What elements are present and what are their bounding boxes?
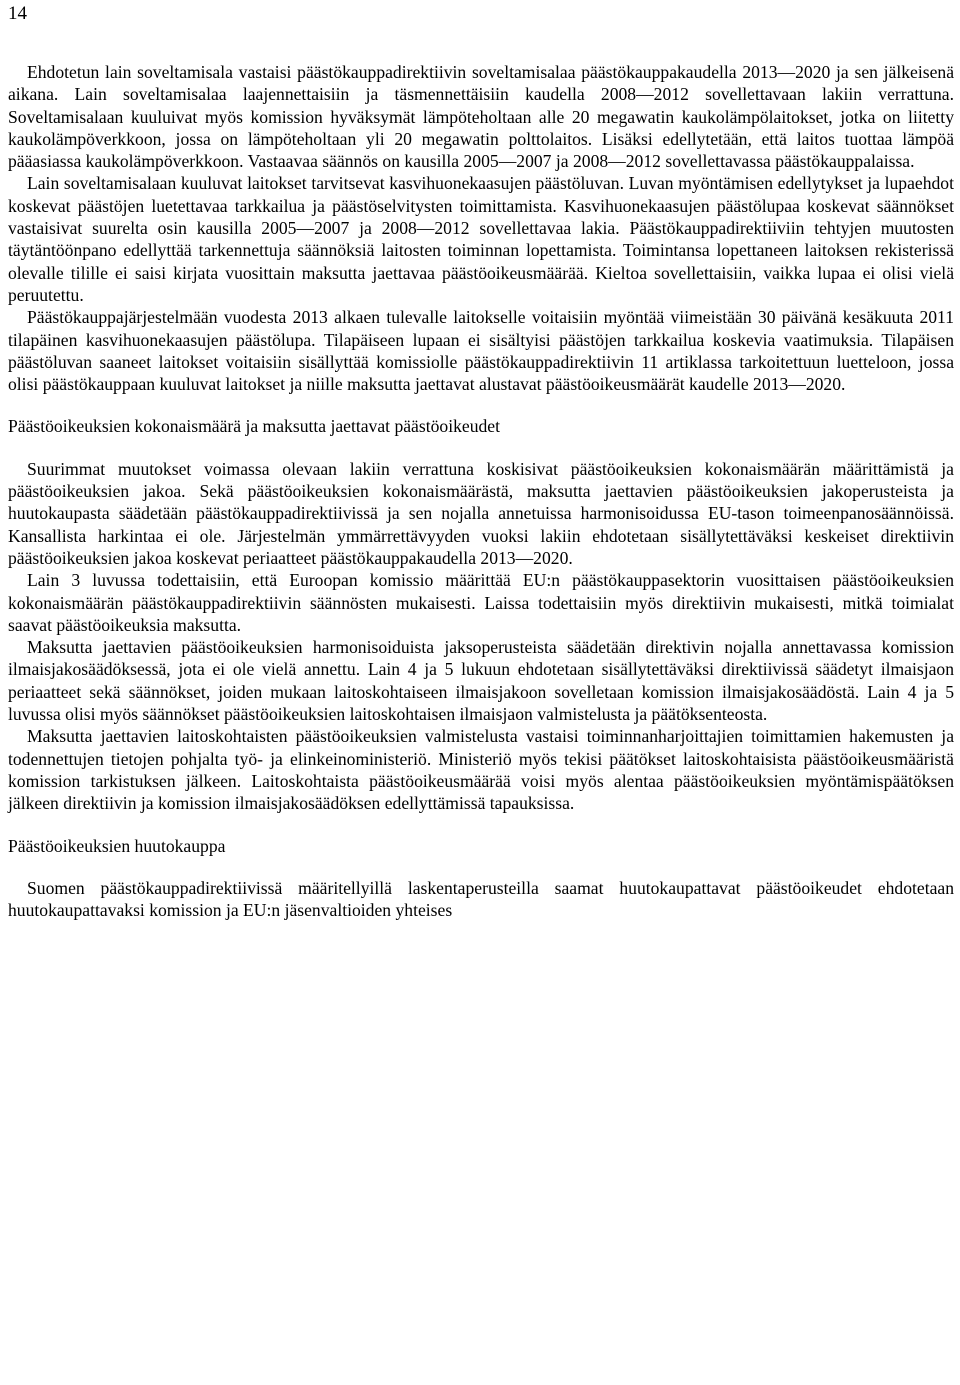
section-heading: Päästöoikeuksien huutokauppa <box>8 835 226 856</box>
body-paragraph: Ehdotetun lain soveltamisala vastaisi päästökauppadirektiivin soveltamisalaa päästökauppakaudella 2013—2020 ja sen jälkeisenä aikana. Lain soveltamisalaa laajennettaisiin ja täsmennettäisiin kaudella 2008—2012 sovellettavaan lakiin verrattuna. Soveltamisalaan kuuluivat myös komission hyväksymät lämpöteholtaan alle 20 megawatin kaukolämpölaitokset, jotka on liitetty kaukolämpöverkkoon, jossa on lämpöteholtaan yli 20 megawatin polttolaitos. Lisäksi edellytetään, että laitos tuottaa lämpöä pääasiassa kaukolämpöverkkoon. Vastaavaa säännös on kausilla 2005—2007 ja 2008—2012 sovellettavassa päästökauppalaissa. <box>8 62 954 172</box>
section-heading: Päästöoikeuksien kokonaismäärä ja maksutta jaettavat päästöoikeudet <box>8 416 500 437</box>
body-paragraph: Lain soveltamisalaan kuuluvat laitokset tarvitsevat kasvihuonekaasujen päästöluvan. Luvan myöntämisen edellytykset ja lupaehdot koskevat päästöjen luetettavaa tarkkailua ja päästöselvitysten toimittamista. Kasvihuonekaasujen päästölupaa koskevat säännökset vastaisivat suurelta osin kausilla 2005—2007 ja 2008—2012 sovellettavaa lakia. Päästökauppadirektiiviin tehtyjen muutosten täytäntöönpano edellyttää tarkennettuja säännöksiä laitosten toiminnan lopettamista. Toimintansa lopettaneen laitoksen rekisterissä olevalle tilille ei saisi kirjata vuosittain maksutta jaettavaa päästöoikeusmäärää. Kieltoa sovellettaisiin, vaikka lupaa ei olisi vielä peruutettu. <box>8 173 954 305</box>
page-number: 14 <box>8 3 27 24</box>
body-paragraph: Suomen päästökauppadirektiivissä määritellyillä laskentaperusteilla saamat huutokaupattavat päästöoikeudet ehdotetaan huutokaupattavaksi komission ja EU:n jäsenvaltioiden yhteises <box>8 877 954 921</box>
body-paragraph: Lain 3 luvussa todettaisiin, että Euroopan komissio määrittää EU:n päästökauppasektorin vuosittaisen päästöoikeuksien kokonaismäärän päästökauppadirektiivin säännösten mukaisesti. Laissa todettaisiin myös direktiivin mukaisesti, mitkä toimialat saavat päästöoikeuksia maksutta. <box>8 570 954 635</box>
body-paragraph: Päästökauppajärjestelmään vuodesta 2013 alkaen tulevalle laitokselle voitaisiin myöntää viimeistään 30 päivänä kesäkuuta 2011 tilapäinen kasvihuonekaasujen päästölupa. Tilapäiseen lupaan ei sisältyisi päästöjen tarkkailua koskevia vaatimuksia. Tilapäisen päästöluvan saaneet laitokset voitaisiin sisällyttää komissiolle päästökauppadirektiivin 11 artiklassa tarkoitettuun luetteloon, jossa olisi päästökauppaan kuuluvat laitokset ja niille maksutta jaettavat alustavat päästöoikeusmäärät kaudelle 2013—2020. <box>8 307 954 395</box>
document-body <box>8 61 954 921</box>
body-paragraph: Maksutta jaettavien päästöoikeuksien harmonisoiduista jaksoperusteista säädetään direktivin nojalla annettavassa komission ilmaisjakosäädöksessä, jota ei ole vielä annettu. Lain 4 ja 5 lukuun ehdotetaan sisällytettäväksi direktiivissä säädetyt ilmaisjaon periaatteet sekä säännökset, joiden mukaan laitoskohtaiseen ilmaisjakoon sovelletaan komission ilmaisjakosäädöstä. Lain 4 ja 5 luvussa olisi myös säännökset päästöoikeuksien laitoskohtaisen ilmaisjaon valmistelusta ja päätöksenteosta. <box>8 637 954 725</box>
body-paragraph: Maksutta jaettavien laitoskohtaisten päästöoikeuksien valmistelusta vastaisi toiminnanharjoittajien toimittamien hakemusten ja todennettujen tietojen pohjalta työ- ja elinkeinoministeriö. Ministeriö myös tekisi päätökset laitoskohtaisista päästöoikeusmääristä komission tarkistuksen jälkeen. Laitoskohtaista päästöoikeusmäärää voisi myös alentaa päästöoikeuksien myöntämispäätöksen jälkeen direktiivin ja komission ilmaisjakosäädöksen edellyttämissä tapauksissa. <box>8 726 954 814</box>
body-paragraph: Suurimmat muutokset voimassa olevaan lakiin verrattuna koskisivat päästöoikeuksien kokonaismäärän määrittämistä ja päästöoikeuksien jakoa. Sekä päästöoikeuksien kokonaismäärästä, maksutta jaettavien päästöoikeuksien jakoperusteista ja huutokaupasta säädetään päästökauppadirektiivissä ja sen nojalla annetuissa harmonisoidussa EU-tason toimeenpanosäännöissä. Kansallista harkintaa ei ole. Järjestelmän ymmärrettävyyden vuoksi lakiin ehdotetaan sisällytettäväksi keskeiset direktiivin päästöoikeuksien jakoa koskevat periaatteet päästökauppakaudella 2013—2020. <box>8 458 954 568</box>
